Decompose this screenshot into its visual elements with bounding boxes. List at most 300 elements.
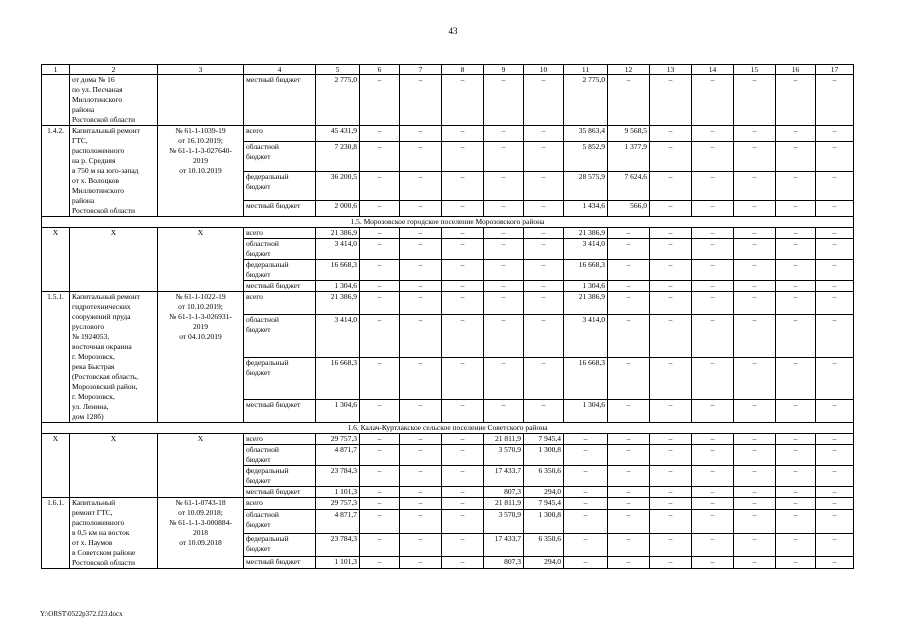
amount-cell: –	[360, 510, 400, 533]
column-number-14: 14	[692, 65, 734, 75]
amount-cell: –	[400, 126, 442, 142]
amount-cell: –	[608, 434, 650, 445]
amount-cell: –	[608, 445, 650, 466]
amount-cell: –	[564, 434, 608, 445]
amount-cell: 3 570,9	[484, 510, 524, 533]
column-number-12: 12	[608, 65, 650, 75]
amount-cell: –	[776, 171, 816, 201]
amount-cell: –	[650, 141, 692, 171]
amount-cell: –	[816, 201, 854, 217]
amount-cell: –	[484, 357, 524, 400]
amount-cell: –	[442, 228, 484, 239]
amount-cell: –	[608, 292, 650, 315]
amount-cell: 21 386,9	[564, 228, 608, 239]
amount-cell: –	[608, 510, 650, 533]
amount-cell: –	[776, 445, 816, 466]
amount-cell: –	[650, 400, 692, 423]
amount-cell: –	[360, 281, 400, 292]
amount-cell: –	[608, 498, 650, 510]
amount-cell: –	[734, 141, 776, 171]
funding-source: областной бюджет	[244, 510, 316, 533]
amount-cell: –	[734, 510, 776, 533]
amount-cell: –	[650, 239, 692, 260]
funding-source: местный бюджет	[244, 400, 316, 423]
funding-source: местный бюджет	[244, 487, 316, 498]
amount-cell: –	[400, 260, 442, 281]
amount-cell: 1 304,6	[564, 281, 608, 292]
object-name: Капитальный ремонт ГТС, расположенного в 0,5 км на восток от х. Наумов в Советском районе Ростовской области	[70, 498, 158, 569]
amount-cell: –	[360, 292, 400, 315]
amount-cell: –	[608, 239, 650, 260]
amount-cell: –	[816, 126, 854, 142]
amount-cell: –	[734, 357, 776, 400]
amount-cell: –	[776, 498, 816, 510]
amount-cell: –	[734, 533, 776, 556]
amount-cell: –	[484, 141, 524, 171]
object-name: от дома № 16 по ул. Песчаная Миллотинского района Ростовской области	[70, 75, 158, 126]
amount-cell: –	[692, 556, 734, 568]
item-number: Х	[42, 228, 70, 292]
amount-cell: –	[608, 281, 650, 292]
object-name: Х	[70, 228, 158, 292]
amount-cell: 7 624,6	[608, 171, 650, 201]
amount-cell: –	[816, 314, 854, 357]
amount-cell: 29 757,3	[316, 434, 360, 445]
amount-cell: –	[650, 314, 692, 357]
funding-source: всего	[244, 292, 316, 315]
column-number-7: 7	[400, 65, 442, 75]
amount-cell: 23 784,3	[316, 466, 360, 487]
amount-cell: 1 304,6	[564, 400, 608, 423]
amount-cell: –	[524, 239, 564, 260]
amount-cell: –	[400, 141, 442, 171]
object-name: Капитальный ремонт гидротехнических сооружений пруда руслового № 1924053, восточная окраина г. Морозовск, река Быстрая (Ростовская область, Морозовский район, г. Морозовск, ул. Ленина, дом 128б)	[70, 292, 158, 423]
amount-cell: –	[360, 556, 400, 568]
amount-cell: –	[608, 400, 650, 423]
expertise-document: № 61-1-1039-19 от 16.10.2019; № 61-1-1-3-027640- 2019 от 10.10.2019	[158, 126, 244, 217]
table-row	[42, 434, 854, 445]
amount-cell: –	[776, 126, 816, 142]
funding-source: областной бюджет	[244, 141, 316, 171]
amount-cell: 21 386,9	[316, 292, 360, 315]
column-number-17: 17	[816, 65, 854, 75]
amount-cell: 16 668,3	[564, 357, 608, 400]
funding-source: местный бюджет	[244, 75, 316, 126]
file-path-footer: Y:\ORST\0522p372.f23.docx	[40, 610, 123, 618]
amount-cell: 21 811,9	[484, 434, 524, 445]
amount-cell: –	[442, 487, 484, 498]
amount-cell: –	[692, 75, 734, 126]
amount-cell: –	[524, 228, 564, 239]
amount-cell: –	[360, 141, 400, 171]
amount-cell: –	[650, 228, 692, 239]
amount-cell: –	[524, 260, 564, 281]
amount-cell: –	[734, 445, 776, 466]
amount-cell: 3 570,9	[484, 445, 524, 466]
amount-cell: –	[650, 533, 692, 556]
amount-cell: –	[816, 141, 854, 171]
amount-cell: –	[692, 533, 734, 556]
funding-source: федеральный бюджет	[244, 260, 316, 281]
funding-source: местный бюджет	[244, 201, 316, 217]
amount-cell: –	[692, 228, 734, 239]
amount-cell: 294,0	[524, 556, 564, 568]
amount-cell: –	[692, 292, 734, 315]
column-number-16: 16	[776, 65, 816, 75]
amount-cell: 1 300,8	[524, 510, 564, 533]
amount-cell: 9 568,5	[608, 126, 650, 142]
amount-cell: –	[776, 533, 816, 556]
item-number	[42, 75, 70, 126]
amount-cell: 5 852,9	[564, 141, 608, 171]
amount-cell: –	[692, 445, 734, 466]
amount-cell: 6 350,6	[524, 533, 564, 556]
amount-cell: 16 668,3	[564, 260, 608, 281]
amount-cell: 1 377,9	[608, 141, 650, 171]
amount-cell: –	[650, 510, 692, 533]
amount-cell: –	[400, 533, 442, 556]
amount-cell: 7 945,4	[524, 498, 564, 510]
amount-cell: –	[776, 201, 816, 217]
amount-cell: 1 300,8	[524, 445, 564, 466]
expertise-document: № 61-1-0743-18 от 10.09.2018; № 61-1-1-3-000884- 2018 от 10.09.2018	[158, 498, 244, 569]
amount-cell: –	[400, 434, 442, 445]
amount-cell: –	[564, 487, 608, 498]
amount-cell: –	[608, 260, 650, 281]
funding-source: всего	[244, 228, 316, 239]
amount-cell: –	[484, 292, 524, 315]
amount-cell: –	[442, 510, 484, 533]
amount-cell: –	[692, 171, 734, 201]
amount-cell: –	[776, 556, 816, 568]
amount-cell: 4 871,7	[316, 510, 360, 533]
amount-cell: –	[734, 487, 776, 498]
amount-cell: 35 863,4	[564, 126, 608, 142]
amount-cell: –	[484, 201, 524, 217]
budget-table	[41, 64, 854, 569]
amount-cell: 566,0	[608, 201, 650, 217]
amount-cell: –	[816, 292, 854, 315]
amount-cell: 23 784,3	[316, 533, 360, 556]
amount-cell: –	[442, 201, 484, 217]
amount-cell: –	[484, 75, 524, 126]
amount-cell: 21 386,9	[564, 292, 608, 315]
amount-cell: –	[816, 466, 854, 487]
amount-cell: –	[734, 400, 776, 423]
amount-cell: –	[442, 466, 484, 487]
amount-cell: –	[564, 466, 608, 487]
amount-cell: –	[692, 260, 734, 281]
amount-cell: –	[608, 314, 650, 357]
amount-cell: 2 775,0	[316, 75, 360, 126]
amount-cell: –	[816, 533, 854, 556]
amount-cell: –	[608, 533, 650, 556]
amount-cell: –	[734, 228, 776, 239]
amount-cell: –	[734, 466, 776, 487]
amount-cell: 2 775,0	[564, 75, 608, 126]
amount-cell: –	[484, 260, 524, 281]
amount-cell: –	[816, 400, 854, 423]
amount-cell: –	[400, 357, 442, 400]
amount-cell: –	[776, 141, 816, 171]
amount-cell: 29 757,3	[316, 498, 360, 510]
amount-cell: –	[360, 533, 400, 556]
amount-cell: –	[816, 445, 854, 466]
amount-cell: –	[776, 434, 816, 445]
amount-cell: 1 101,3	[316, 556, 360, 568]
amount-cell: –	[816, 487, 854, 498]
amount-cell: 1 434,6	[564, 201, 608, 217]
amount-cell: –	[650, 445, 692, 466]
amount-cell: 3 414,0	[316, 314, 360, 357]
amount-cell: –	[524, 171, 564, 201]
amount-cell: –	[734, 201, 776, 217]
amount-cell: 21 811,9	[484, 498, 524, 510]
amount-cell: –	[400, 75, 442, 126]
amount-cell: –	[692, 466, 734, 487]
amount-cell: –	[734, 556, 776, 568]
amount-cell: 807,3	[484, 487, 524, 498]
amount-cell: –	[816, 228, 854, 239]
amount-cell: –	[442, 533, 484, 556]
table-row	[42, 498, 854, 510]
amount-cell: –	[524, 141, 564, 171]
amount-cell: –	[776, 239, 816, 260]
amount-cell: –	[734, 239, 776, 260]
amount-cell: –	[734, 260, 776, 281]
amount-cell: –	[400, 281, 442, 292]
amount-cell: –	[734, 498, 776, 510]
amount-cell: –	[816, 239, 854, 260]
amount-cell: –	[360, 260, 400, 281]
item-number: Х	[42, 434, 70, 498]
column-number-8: 8	[442, 65, 484, 75]
expertise-document	[158, 75, 244, 126]
amount-cell: –	[442, 314, 484, 357]
amount-cell: –	[524, 314, 564, 357]
funding-source: федеральный бюджет	[244, 357, 316, 400]
column-number-10: 10	[524, 65, 564, 75]
amount-cell: –	[400, 498, 442, 510]
amount-cell: –	[442, 400, 484, 423]
amount-cell: –	[650, 281, 692, 292]
amount-cell: –	[400, 466, 442, 487]
amount-cell: –	[484, 171, 524, 201]
amount-cell: 1 101,3	[316, 487, 360, 498]
amount-cell: –	[692, 141, 734, 171]
table-row	[42, 228, 854, 239]
amount-cell: –	[400, 510, 442, 533]
amount-cell: –	[734, 171, 776, 201]
amount-cell: –	[692, 434, 734, 445]
amount-cell: 28 575,9	[564, 171, 608, 201]
section-title: 1.5. Морозовское городское поселение Морозовского района	[42, 217, 854, 228]
amount-cell: –	[442, 357, 484, 400]
table-row	[42, 126, 854, 142]
amount-cell: –	[650, 260, 692, 281]
amount-cell: –	[650, 434, 692, 445]
amount-cell: –	[692, 126, 734, 142]
amount-cell: –	[816, 75, 854, 126]
column-number-9: 9	[484, 65, 524, 75]
amount-cell: –	[650, 201, 692, 217]
column-number-6: 6	[360, 65, 400, 75]
amount-cell: –	[608, 228, 650, 239]
amount-cell: –	[692, 281, 734, 292]
amount-cell: –	[776, 281, 816, 292]
amount-cell: –	[650, 357, 692, 400]
amount-cell: –	[692, 498, 734, 510]
amount-cell: –	[776, 260, 816, 281]
amount-cell: –	[564, 556, 608, 568]
amount-cell: –	[564, 498, 608, 510]
amount-cell: –	[442, 75, 484, 126]
amount-cell: –	[650, 126, 692, 142]
amount-cell: –	[400, 314, 442, 357]
funding-source: областной бюджет	[244, 239, 316, 260]
column-number-5: 5	[316, 65, 360, 75]
amount-cell: –	[650, 171, 692, 201]
amount-cell: –	[484, 314, 524, 357]
amount-cell: –	[776, 75, 816, 126]
amount-cell: –	[650, 498, 692, 510]
amount-cell: –	[400, 171, 442, 201]
funding-source: местный бюджет	[244, 556, 316, 568]
funding-source: местный бюджет	[244, 281, 316, 292]
amount-cell: –	[650, 487, 692, 498]
amount-cell: –	[776, 314, 816, 357]
object-name: Капитальный ремонт ГТС, расположенного на р. Средняя в 750 м на юго-запад от х. Волоцков Миллютинского района Ростовской области	[70, 126, 158, 217]
amount-cell: –	[524, 400, 564, 423]
amount-cell: –	[608, 466, 650, 487]
amount-cell: –	[442, 556, 484, 568]
amount-cell: 4 871,7	[316, 445, 360, 466]
amount-cell: –	[360, 239, 400, 260]
amount-cell: –	[360, 201, 400, 217]
amount-cell: –	[692, 487, 734, 498]
amount-cell: 16 668,3	[316, 260, 360, 281]
amount-cell: –	[360, 357, 400, 400]
amount-cell: –	[650, 466, 692, 487]
amount-cell: –	[360, 445, 400, 466]
amount-cell: –	[360, 171, 400, 201]
amount-cell: –	[400, 400, 442, 423]
funding-source: областной бюджет	[244, 445, 316, 466]
amount-cell: 1 304,6	[316, 400, 360, 423]
funding-source: федеральный бюджет	[244, 171, 316, 201]
amount-cell: –	[608, 357, 650, 400]
amount-cell: –	[524, 126, 564, 142]
amount-cell: –	[816, 498, 854, 510]
amount-cell: –	[692, 239, 734, 260]
amount-cell: –	[692, 357, 734, 400]
amount-cell: –	[442, 239, 484, 260]
amount-cell: 45 431,9	[316, 126, 360, 142]
item-number: 1.6.1.	[42, 498, 70, 569]
amount-cell: –	[524, 281, 564, 292]
amount-cell: –	[816, 281, 854, 292]
amount-cell: –	[564, 533, 608, 556]
amount-cell: –	[484, 228, 524, 239]
amount-cell: –	[442, 498, 484, 510]
amount-cell: –	[442, 281, 484, 292]
amount-cell: –	[360, 228, 400, 239]
amount-cell: –	[360, 487, 400, 498]
table-row	[42, 292, 854, 315]
funding-source: федеральный бюджет	[244, 533, 316, 556]
amount-cell: –	[484, 400, 524, 423]
amount-cell: –	[442, 141, 484, 171]
amount-cell: –	[524, 292, 564, 315]
table-row	[42, 75, 854, 126]
amount-cell: –	[564, 445, 608, 466]
amount-cell: –	[608, 487, 650, 498]
amount-cell: –	[360, 400, 400, 423]
amount-cell: –	[692, 510, 734, 533]
amount-cell: –	[442, 171, 484, 201]
funding-source: всего	[244, 434, 316, 445]
expertise-document: Х	[158, 228, 244, 292]
amount-cell: –	[776, 510, 816, 533]
amount-cell: –	[400, 201, 442, 217]
amount-cell: –	[524, 201, 564, 217]
amount-cell: –	[734, 314, 776, 357]
amount-cell: –	[524, 75, 564, 126]
amount-cell: –	[734, 434, 776, 445]
funding-source: федеральный бюджет	[244, 466, 316, 487]
amount-cell: –	[816, 556, 854, 568]
amount-cell: –	[816, 434, 854, 445]
amount-cell: –	[400, 445, 442, 466]
amount-cell: –	[484, 239, 524, 260]
amount-cell: –	[734, 292, 776, 315]
amount-cell: –	[360, 434, 400, 445]
column-number-3: 3	[158, 65, 244, 75]
amount-cell: –	[484, 126, 524, 142]
amount-cell: 7 945,4	[524, 434, 564, 445]
column-number-13: 13	[650, 65, 692, 75]
amount-cell: –	[360, 466, 400, 487]
amount-cell: –	[400, 228, 442, 239]
amount-cell: –	[776, 400, 816, 423]
funding-source: всего	[244, 126, 316, 142]
amount-cell: –	[360, 498, 400, 510]
amount-cell: –	[608, 75, 650, 126]
section-row	[42, 217, 854, 228]
amount-cell: –	[400, 556, 442, 568]
amount-cell: 1 304,6	[316, 281, 360, 292]
amount-cell: –	[734, 281, 776, 292]
amount-cell: –	[816, 510, 854, 533]
amount-cell: –	[776, 292, 816, 315]
section-row	[42, 423, 854, 434]
amount-cell: –	[776, 357, 816, 400]
section-title: 1.6. Калач-Куртлакское сельское поселение Советского района	[42, 423, 854, 434]
amount-cell: 2 000,6	[316, 201, 360, 217]
object-name: Х	[70, 434, 158, 498]
amount-cell: –	[692, 201, 734, 217]
amount-cell: 3 414,0	[564, 239, 608, 260]
column-number-15: 15	[734, 65, 776, 75]
amount-cell: 36 200,5	[316, 171, 360, 201]
column-number-4: 4	[244, 65, 316, 75]
amount-cell: 3 414,0	[316, 239, 360, 260]
column-number-row	[42, 65, 854, 75]
item-number: 1.4.2.	[42, 126, 70, 217]
amount-cell: –	[650, 292, 692, 315]
amount-cell: –	[360, 126, 400, 142]
funding-source: всего	[244, 498, 316, 510]
